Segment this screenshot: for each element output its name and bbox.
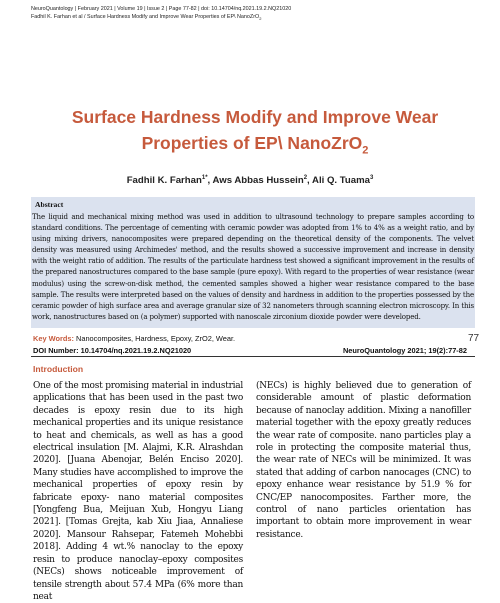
author-name: Aws Abbas Hussein xyxy=(212,175,304,187)
journal-citation: NeuroQuantology 2021; 19(2):77-82 xyxy=(342,346,467,355)
article-title xyxy=(40,104,470,164)
introduction-column-left: One of the most promising material in industrial applications that has been used in the past two decades is epoxy resin due to its high mechanical properties and its unique resistance to heat and chemicals, as well as has a good electrical insulation [M. Alajmi, K.R. Alrashdan 2020]. [Juana Abenojar, Belén Enciso 2020]. Many studies have accomplished to improve the mechanical properties of epoxy resin by fabricate epoxy- nano material composites [Yongfeng Bua, Meijuan Xub, Hongyu Liang 2021]. [Tomas Grejta, kab Xiu Jiaa, Annaliese 2020]. Mansour Rahsepar, Fatemeh Mohebbi 2018]. Adding 4 wt.% nanoclay to the epoxy resin to produce nanoclay–epoxy composites (NECs) shows noticeable improvement of tensile strength about 57.4 MPa (6% more than neat xyxy=(33,381,243,602)
introduction-column-right: (NECs) is highly believed due to generation of considerable amount of plastic deformation because of nanoclay addition. Mixing a nanofiller material together with the epoxy greatly reduces the wear rate of composite. nano particles play a role in protecting the composite material thus, the wear rate of NECs will be minimized. It was stated that adding of carbon nanocages (CNC) to epoxy enhance wear resistance by 51.9 % for CNC/EP nanocomposites. Farther more, the control of nano particles orientation has important to obtain more improvement in wear resistance. xyxy=(256,381,471,540)
section-divider xyxy=(31,356,475,357)
author-list: Fadhil K. Farhan$^{1*}$, Aws Abbas Hussein$^2$, Ali Q. Tuama$^3$ xyxy=(126,175,374,187)
introduction-heading: Introduction xyxy=(33,364,84,374)
abstract-text: The liquid and mechanical mixing method was used in addition to ultrasound technology to prepare samples according to standard conditions. The percentage of cementing with ceramic powder was adopted from 1% to 4% as a weight ratio, and by using mixing drivers, nanocomposites were prepared depending on the theoretical density of the components. The velvet density was measured using Archimedes' method, and the results showed a successive improvement and increase in density with the weight ratio of addition. The results of the particulate hardness test showed a significant improvement in the results of the prepared nanostructures compared to the base sample (pure epoxy). With regard to the properties of wear resistance (wear modulus) using the screw-on-disk method, the cemented samples showed a higher wear resistance compared to the base sample. The results were interpreted based on the values of density and hardness in addition to the properties possessed by the ceramic powder of high surface area and average granular size of 32 nanometers through scanning electron microscopy. In this work, nanostructures based on (a polymer) supported with nanoscale zirconium dioxide powder were developed. xyxy=(32,212,474,321)
title-line-1: Surface Hardness Modify and Improve Wear xyxy=(71,107,439,127)
author-name: Fadhil K. Farhan xyxy=(126,175,202,187)
keywords-label: Key Words: xyxy=(33,334,74,343)
running-header-article: Fadhil K. Farhan et al / Surface Hardness Modify and Improve Wear Properties of EP\ NanoZrO$_2$ xyxy=(31,14,262,22)
page-number: 77 xyxy=(468,333,480,344)
doi-line: DOI Number: 10.14704/nq.2021.19.2.NQ21020 xyxy=(33,346,192,355)
keywords xyxy=(33,334,235,343)
author-name: Ali Q. Tuama xyxy=(312,175,370,187)
abstract-heading: Abstract xyxy=(35,200,64,209)
title-line-2: Properties of EP\ NanoZrO$_2$ xyxy=(141,133,369,157)
running-header-journal: NeuroQuantology | February 2021 | Volume 19 | Issue 2 | Page 77-82 | doi: 10.14704/nq.2021.19.2.NQ21020 xyxy=(31,6,292,12)
keywords-text: Nanocomposites, Hardness, Epoxy, ZrO2, Wear. xyxy=(76,334,236,343)
